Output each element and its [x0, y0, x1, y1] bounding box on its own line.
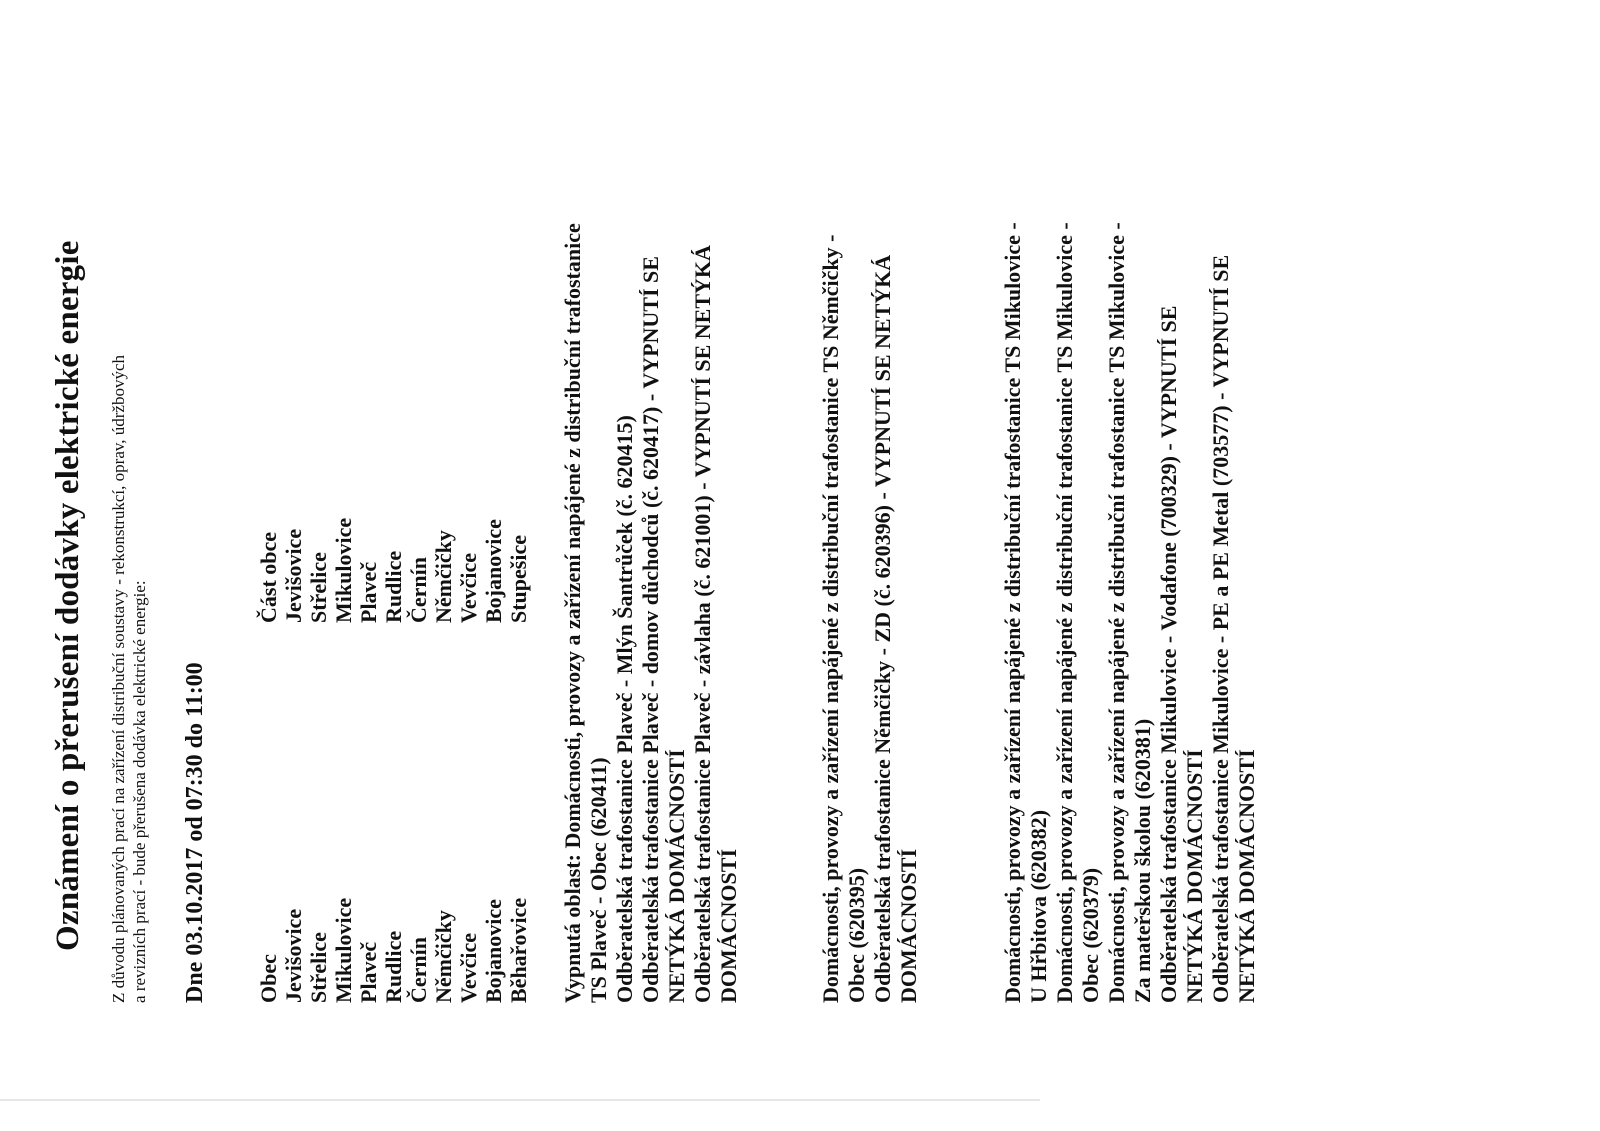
intro-line: a revizních prací - bude přerušena dodávka elektrické energie:: [130, 580, 149, 1003]
block-line: Domácnosti, provozy a zařízení napájené z distribuční trafostanice TS Mikulovice -: [1000, 222, 1025, 1003]
obec-item: Běhařovice: [506, 897, 531, 1003]
cast-obce-item: Němčičky: [431, 530, 456, 623]
cast-obce-item: Jevišovice: [281, 528, 306, 623]
block-line: NETÝKÁ DOMÁCNOSTÍ: [1234, 749, 1259, 1003]
cast-obce-column: [256, 518, 531, 623]
cast-obce-item: Plaveč: [356, 561, 381, 623]
block-line: NETÝKÁ DOMÁCNOSTÍ: [664, 749, 689, 1003]
block-line: Vypnutá oblast: Domácnosti, provozy a zařízení napájené z distribuční trafostanice: [560, 223, 585, 1003]
obec-item: Mikulovice: [331, 897, 356, 1003]
block-line: Odběratelská trafostanice Plaveč - domov důchodců (č. 620417) - VYPNUTÍ SE: [638, 256, 663, 1003]
cast-obce-header: Část obce: [256, 531, 281, 623]
block-line: Obec (620379): [1078, 867, 1103, 1003]
block-line: Odběratelská trafostanice Mikulovice - Vodafone (700329) - VYPNUTÍ SE: [1156, 305, 1181, 1003]
block-line: DOMÁCNOSTÍ: [896, 848, 921, 1003]
cast-obce-item: Vevčice: [456, 552, 481, 623]
obec-item: Vevčice: [456, 932, 481, 1003]
cast-obce-item: Stupešice: [506, 535, 531, 623]
block-line: U Hřbitova (620382): [1026, 809, 1051, 1003]
block-line: Za mateřskou školou (620381): [1130, 718, 1155, 1003]
outage-block-mikulovice: [1000, 222, 1260, 1003]
obec-column: [256, 898, 531, 1003]
block-line: Domácnosti, provozy a zařízení napájené z distribuční trafostanice TS Mikulovice -: [1104, 222, 1129, 1003]
block-line: Odběratelská trafostanice Plaveč - závlaha (č. 621001) - VYPNUTÍ SE NETÝKÁ: [690, 245, 715, 1003]
block-line: Odběratelská trafostanice Plaveč - Mlýn Šantrůček (č. 620415): [612, 415, 637, 1003]
notice-title: Oznámení o přerušení dodávky elektrické energie: [50, 240, 86, 951]
cast-obce-item: Mikulovice: [331, 517, 356, 623]
outage-block-plavec: [560, 223, 742, 1003]
obec-item: Plaveč: [356, 941, 381, 1003]
obec-item: Černín: [406, 937, 431, 1003]
cast-obce-item: Černín: [406, 557, 431, 623]
block-line: DOMÁCNOSTÍ: [716, 848, 741, 1003]
block-line: NETÝKÁ DOMÁCNOSTÍ: [1182, 749, 1207, 1003]
block-line: Obec (620395): [844, 867, 869, 1003]
block-line: Odběratelská trafostanice Mikulovice - PE a PE Metal (703577) - VYPNUTÍ SE: [1208, 254, 1233, 1003]
obec-header: Obec: [256, 954, 281, 1003]
block-line: Domácnosti, provozy a zařízení napájené z distribuční trafostanice TS Mikulovice -: [1052, 222, 1077, 1003]
outage-date: Dne 03.10.2017 od 07:30 do 11:00: [182, 662, 208, 1003]
block-line: TS Plaveč - Obec (620411): [586, 757, 611, 1003]
intro-paragraph: [108, 355, 150, 1003]
cast-obce-item: Rudlice: [381, 550, 406, 623]
cast-obce-item: Střelice: [306, 552, 331, 623]
obec-item: Jevišovice: [281, 908, 306, 1003]
obec-item: Střelice: [306, 932, 331, 1003]
outage-block-nemcicky: [818, 235, 922, 1004]
obec-item: Němčičky: [431, 910, 456, 1003]
intro-line: Z důvodu plánovaných prací na zařízení distribuční soustavy - rekonstrukcí, oprav, údržbových: [109, 354, 128, 1003]
block-line: Domácnosti, provozy a zařízení napájené z distribuční trafostanice TS Němčičky -: [818, 234, 843, 1003]
obec-item: Rudlice: [381, 930, 406, 1003]
obec-item: Bojanovice: [481, 899, 506, 1003]
block-line: Odběratelská trafostanice Němčičky - ZD (č. 620396) - VYPNUTÍ SE NETÝKÁ: [870, 254, 895, 1003]
cast-obce-item: Bojanovice: [481, 519, 506, 623]
scan-edge-line: [0, 1099, 1040, 1101]
